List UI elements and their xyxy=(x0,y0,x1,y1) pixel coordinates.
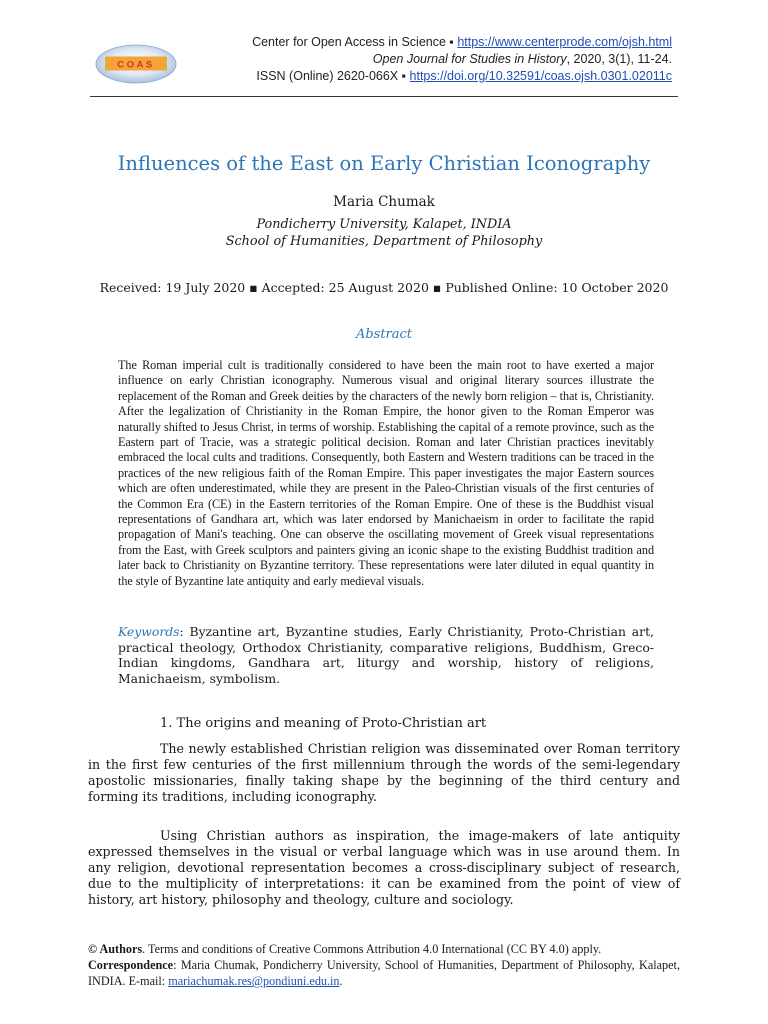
footer-note xyxy=(88,941,680,989)
section-heading: 1. The origins and meaning of Proto-Christian art xyxy=(160,716,487,731)
abstract-text: The Roman imperial cult is traditionally considered to have been the main root to have exerted a major influence on early Christian iconography. Numerous visual and original literary sources illustrate the replacement of the Roman and Greek deities by the characters of the newly born religion – that is, Christianity. After the legalization of Christianity in the Roman Empire, the honor given to the Roman Emperor was naturally shifted to Jesus Christ, in terms of worship. Establishing the capital of a remote province, such as the Eastern part of Tracie, was a strategic political decision. Roman and later Christian practices inevitably embraced the local cults and traditions. Consequently, both Eastern and Western traditions can be traced in the practices of the new religious faith of the Roman Empire. This paper investigates the major Eastern sources which are often underestimated, while they are present in the Paleo-Christian visuals of the first centuries of the Common Era (CE) in the Eastern territories of the Roman Empire. One of these is the Buddhist visual representations of Gandhara art, which was later endorsed by Manichaeism in order to facilitate the rapid propagation of Mani's teaching. One can observe the oscillating movement of Greek visual representations from the East, with Greek sculptors and painters giving an iconic shape to the existing Buddhist tradition and later back to Christianity on Byzantine territory. These representations were later diluted in equal quantity in the style of Byzantine late antiquity and early medieval visuals. xyxy=(118,358,654,588)
license-text: . Terms and conditions of Creative Commons Attribution 4.0 International (CC BY 4.0) apply. xyxy=(142,942,602,956)
body-paragraph-2: Using Christian authors as inspiration, the image-makers of late antiquity expressed themselves in the visual or verbal language which was in use around them. In any religion, devotional representation becomes a cross-disciplinary subject of research, due to the multiplicity of interpretations: it can be examined from the point of view of history, art history, philosophy and theology, culture and sociology. xyxy=(88,828,680,907)
header-line-1 xyxy=(202,34,672,51)
header-divider xyxy=(90,96,678,97)
header-line-2 xyxy=(202,51,672,68)
affiliation-department: School of Humanities, Department of Philosophy xyxy=(225,234,543,249)
affiliation-university: Pondicherry University, Kalapet, INDIA xyxy=(256,217,512,232)
journal-header xyxy=(202,34,672,85)
keywords xyxy=(118,624,654,686)
author-name: Maria Chumak xyxy=(333,194,435,210)
logo-text: COAS xyxy=(117,59,155,71)
center-name: Center for Open Access in Science ▪ xyxy=(252,35,458,49)
affiliation xyxy=(80,216,688,250)
coas-logo-icon xyxy=(95,44,177,84)
authors-label: © Authors xyxy=(88,942,143,956)
body-paragraph-1: The newly established Christian religion was disseminated over Roman territory in the first few centuries of the first millennium through the words of the semi-legendary apostolic missionaries, finally taking shape by the beginning of the third century and forming its traditions, including iconography. xyxy=(88,741,680,804)
keywords-list: : Byzantine art, Byzantine studies, Early Christianity, Proto-Christian art, practical theology, Orthodox Christianity, comparative religions, Buddhism, Greco-Indian kingdoms, Gandhara art, liturgy and worship, history of religions, Manichaeism, symbolism. xyxy=(118,624,654,686)
doi-link[interactable]: https://doi.org/10.32591/coas.ojsh.0301.02011c xyxy=(409,69,672,83)
coas-logo xyxy=(95,44,177,84)
journal-name: Open Journal for Studies in History xyxy=(372,52,567,66)
keywords-label: Keywords xyxy=(118,624,180,639)
journal-website-link[interactable]: https://www.centerprode.com/ojsh.html xyxy=(457,35,672,49)
article-title: Influences of the East on Early Christian Iconography xyxy=(117,152,651,175)
journal-citation: , 2020, 3(1), 11-24. xyxy=(566,52,672,66)
abstract-heading: Abstract xyxy=(355,327,413,342)
issn: ISSN (Online) 2620-066X ▪ xyxy=(256,69,410,83)
footer-end: . xyxy=(339,974,343,988)
email-link[interactable]: mariachumak.res@pondiuni.edu.in xyxy=(168,974,340,988)
correspondence-label: Correspondence xyxy=(88,958,174,972)
header-line-3 xyxy=(202,68,672,85)
publication-dates: Received: 19 July 2020 ▪ Accepted: 25 August 2020 ▪ Published Online: 10 October 2020 xyxy=(99,280,669,295)
correspondence-text: : Maria Chumak, Pondicherry University, School of Humanities, Department of Philosophy, Kalapet, INDIA. E-mail: xyxy=(88,958,680,988)
